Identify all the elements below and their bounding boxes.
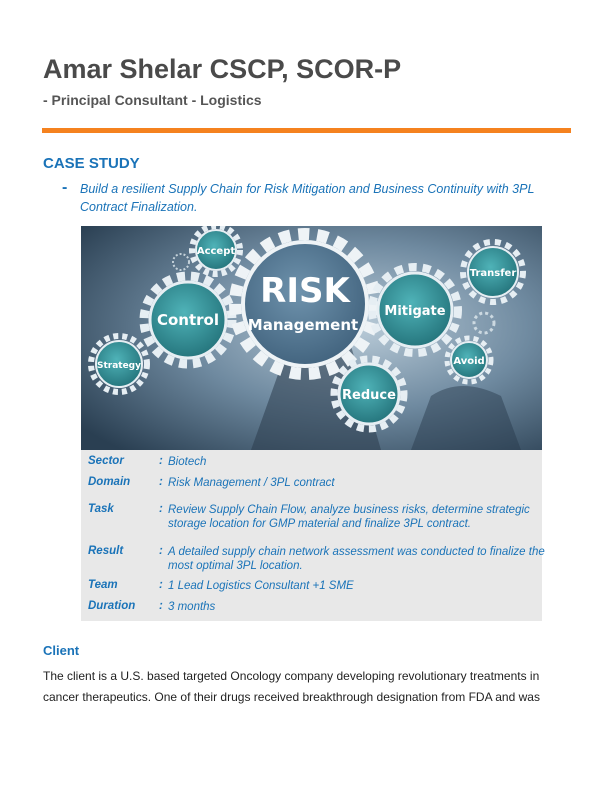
- detail-value: 1 Lead Logistics Consultant +1 SME: [168, 580, 354, 592]
- risk-management-image: [81, 226, 542, 450]
- detail-separator: :: [159, 579, 163, 591]
- orange-divider: [42, 128, 571, 133]
- gear-control-label: Control: [156, 311, 220, 329]
- gear-mitigate-label: Mitigate: [384, 304, 446, 319]
- detail-separator: :: [159, 600, 163, 612]
- detail-separator: :: [159, 545, 163, 557]
- detail-separator: :: [159, 455, 163, 467]
- client-heading: Client: [43, 643, 80, 658]
- consultant-name: Amar Shelar CSCP, SCOR-P: [43, 54, 402, 84]
- gear-strategy-label: Strategy: [96, 361, 142, 371]
- detail-label: Team: [88, 579, 118, 591]
- case-details-box: [81, 450, 545, 621]
- detail-value: Biotech: [168, 456, 207, 468]
- detail-value: 3 months: [168, 601, 216, 613]
- risk-gears-illustration: [81, 226, 542, 450]
- client-description: The client is a U.S. based targeted Oncology company developing revolutionary treatments in cancer therapeutics. One of their drugs received breakthrough designation from FDA and was: [43, 669, 540, 704]
- detail-label: Task: [88, 503, 114, 515]
- bullet-dash: -: [62, 179, 68, 196]
- detail-label: Duration: [88, 600, 136, 612]
- detail-value: Risk Management / 3PL contract: [168, 477, 335, 489]
- gear-risk-label: RISK: [260, 271, 350, 311]
- consultant-title: - Principal Consultant - Logistics: [43, 92, 262, 108]
- detail-separator: :: [159, 476, 163, 488]
- detail-label: Sector: [88, 455, 124, 467]
- gear-transfer-label: Transfer: [469, 268, 517, 279]
- gear-management-label: Management: [247, 316, 359, 334]
- detail-value: A detailed supply chain network assessment was conducted to finalize the most optimal 3PL location.: [168, 546, 545, 572]
- case-study-summary: Build a resilient Supply Chain for Risk Mitigation and Business Continuity with 3PL Contract Finalization.: [80, 182, 535, 214]
- detail-separator: :: [159, 503, 163, 515]
- gear-avoid-label: Avoid: [453, 356, 485, 367]
- detail-value: Review Supply Chain Flow, analyze business risks, determine strategic storage location for GMP material and finalize 3PL contract.: [168, 504, 530, 530]
- case-study-heading: CASE STUDY: [43, 155, 140, 172]
- gear-accept-label: Accept: [196, 246, 236, 257]
- detail-label: Result: [88, 545, 124, 557]
- detail-label: Domain: [88, 476, 131, 488]
- gear-reduce-label: Reduce: [342, 388, 396, 403]
